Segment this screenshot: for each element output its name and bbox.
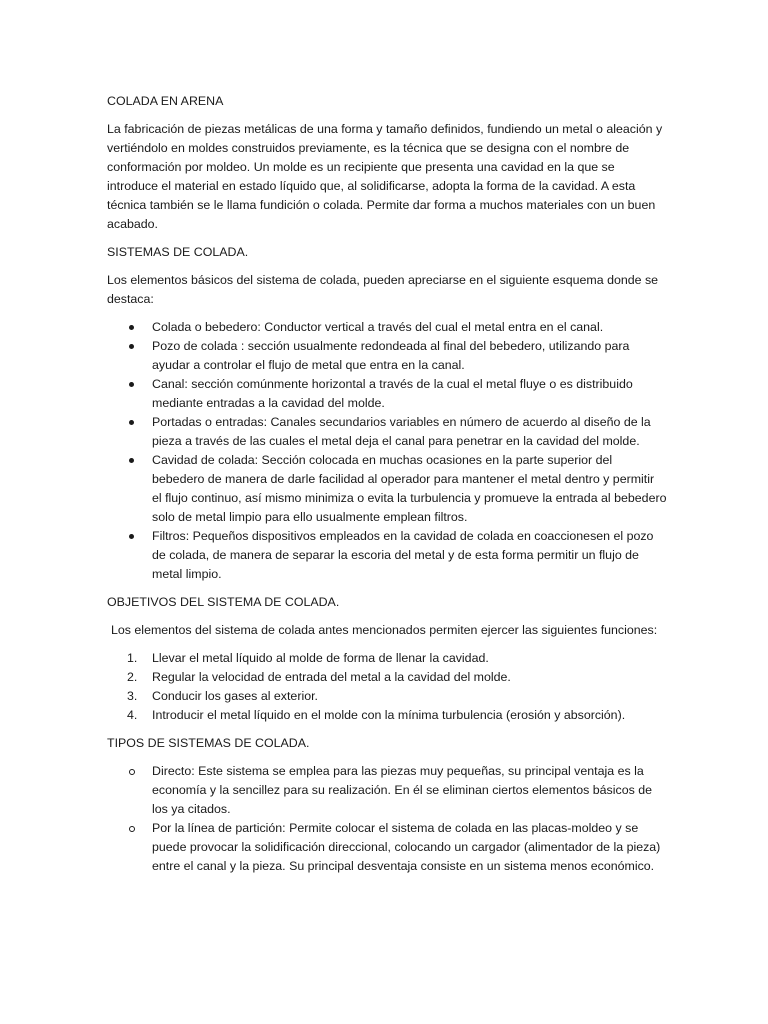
objectives-heading: OBJETIVOS DEL SISTEMA DE COLADA. [107, 595, 340, 609]
list-item-text: Cavidad de colada: Sección colocada en muchas ocasiones en la parte superior del bebedero de manera de darle facilidad al operador para mantener el metal dentro y permitir el flujo continuo, así mismo minimiza o evita la turbulencia y promueve la entrada al bebedero solo de metal limpio para ello usualmente emplean filtros. [152, 453, 667, 524]
list-item-text: Introducir el metal líquido en el molde con la mínima turbulencia (erosión y absorción). [152, 708, 626, 722]
list-number: 3. [127, 689, 138, 703]
systems-intro-paragraph: Los elementos básicos del sistema de colada, pueden apreciarse en el siguiente esquema donde se destaca: [107, 273, 659, 306]
list-item-text: Regular la velocidad de entrada del metal a la cavidad del molde. [152, 670, 511, 684]
list-number: 2. [127, 670, 138, 684]
list-item-text: Canal: sección comúnmente horizontal a través de la cual el metal fluye o es distribuido mediante entradas a la cavidad del molde. [152, 377, 633, 410]
list-item-text: Por la línea de partición: Permite colocar el sistema de colada en las placas-moldeo y se puede provocar la solidificación direccional, colocando un cargador (alimentador de la pieza) entre el canal y la pieza. Su principal desventaja consiste en un sistema menos económico. [152, 821, 661, 873]
list-item [107, 706, 667, 725]
list-item-text: Conducir los gases al exterior. [152, 689, 318, 703]
list-number: 4. [127, 708, 138, 722]
list-item [107, 819, 667, 876]
systems-heading: SISTEMAS DE COLADA. [107, 245, 249, 259]
list-item-text: Llevar el metal líquido al molde de forma de llenar la cavidad. [152, 651, 489, 665]
list-item [107, 762, 667, 819]
list-item-text: Colada o bebedero: Conductor vertical a través del cual el metal entra en el canal. [152, 320, 604, 334]
systems-list [107, 318, 667, 584]
list-item [107, 668, 667, 687]
list-item-text: Portadas o entradas: Canales secundarios variables en número de acuerdo al diseño de la pieza a través de las cuales el metal deja el canal para penetrar en la cavidad del molde. [152, 415, 651, 448]
intro-paragraph: La fabricación de piezas metálicas de una forma y tamaño definidos, fundiendo un metal o aleación y vertiéndolo en moldes construidos previamente, es la técnica que se designa con el nombre de conformación por moldeo. Un molde es un recipiente que presenta una cavidad en la que se introduce el material en estado líquido que, al solidificarse, adopta la forma de la cavidad. A esta técnica también se le llama fundición o colada. Permite dar forma a muchos materiales con un buen acabado. [107, 122, 663, 231]
list-item [107, 451, 667, 527]
list-item-text: Pozo de colada : sección usualmente redondeada al final del bebedero, utilizando para ayudar a controlar el flujo de metal que entra en la canal. [152, 339, 630, 372]
list-item [107, 413, 667, 451]
list-item [107, 318, 667, 337]
objectives-intro-paragraph: Los elementos del sistema de colada antes mencionados permiten ejercer las siguientes funciones: [111, 623, 658, 637]
objectives-list [107, 649, 667, 725]
list-item [107, 687, 667, 706]
document-title: COLADA EN ARENA [107, 94, 224, 108]
list-number: 1. [127, 651, 138, 665]
types-list [107, 762, 667, 876]
document-page [107, 92, 667, 885]
list-item [107, 337, 667, 375]
list-item-text: Directo: Este sistema se emplea para las piezas muy pequeñas, su principal ventaja es la economía y la sencillez para su realización. En él se eliminan ciertos elementos básicos de los ya citados. [152, 764, 653, 816]
list-item [107, 527, 667, 584]
list-item [107, 375, 667, 413]
types-heading: TIPOS DE SISTEMAS DE COLADA. [107, 736, 310, 750]
list-item [107, 649, 667, 668]
list-item-text: Filtros: Pequeños dispositivos empleados en la cavidad de colada en coaccionesen el pozo de colada, de manera de separar la escoria del metal y de esta forma permitir un flujo de metal limpio. [152, 529, 654, 581]
